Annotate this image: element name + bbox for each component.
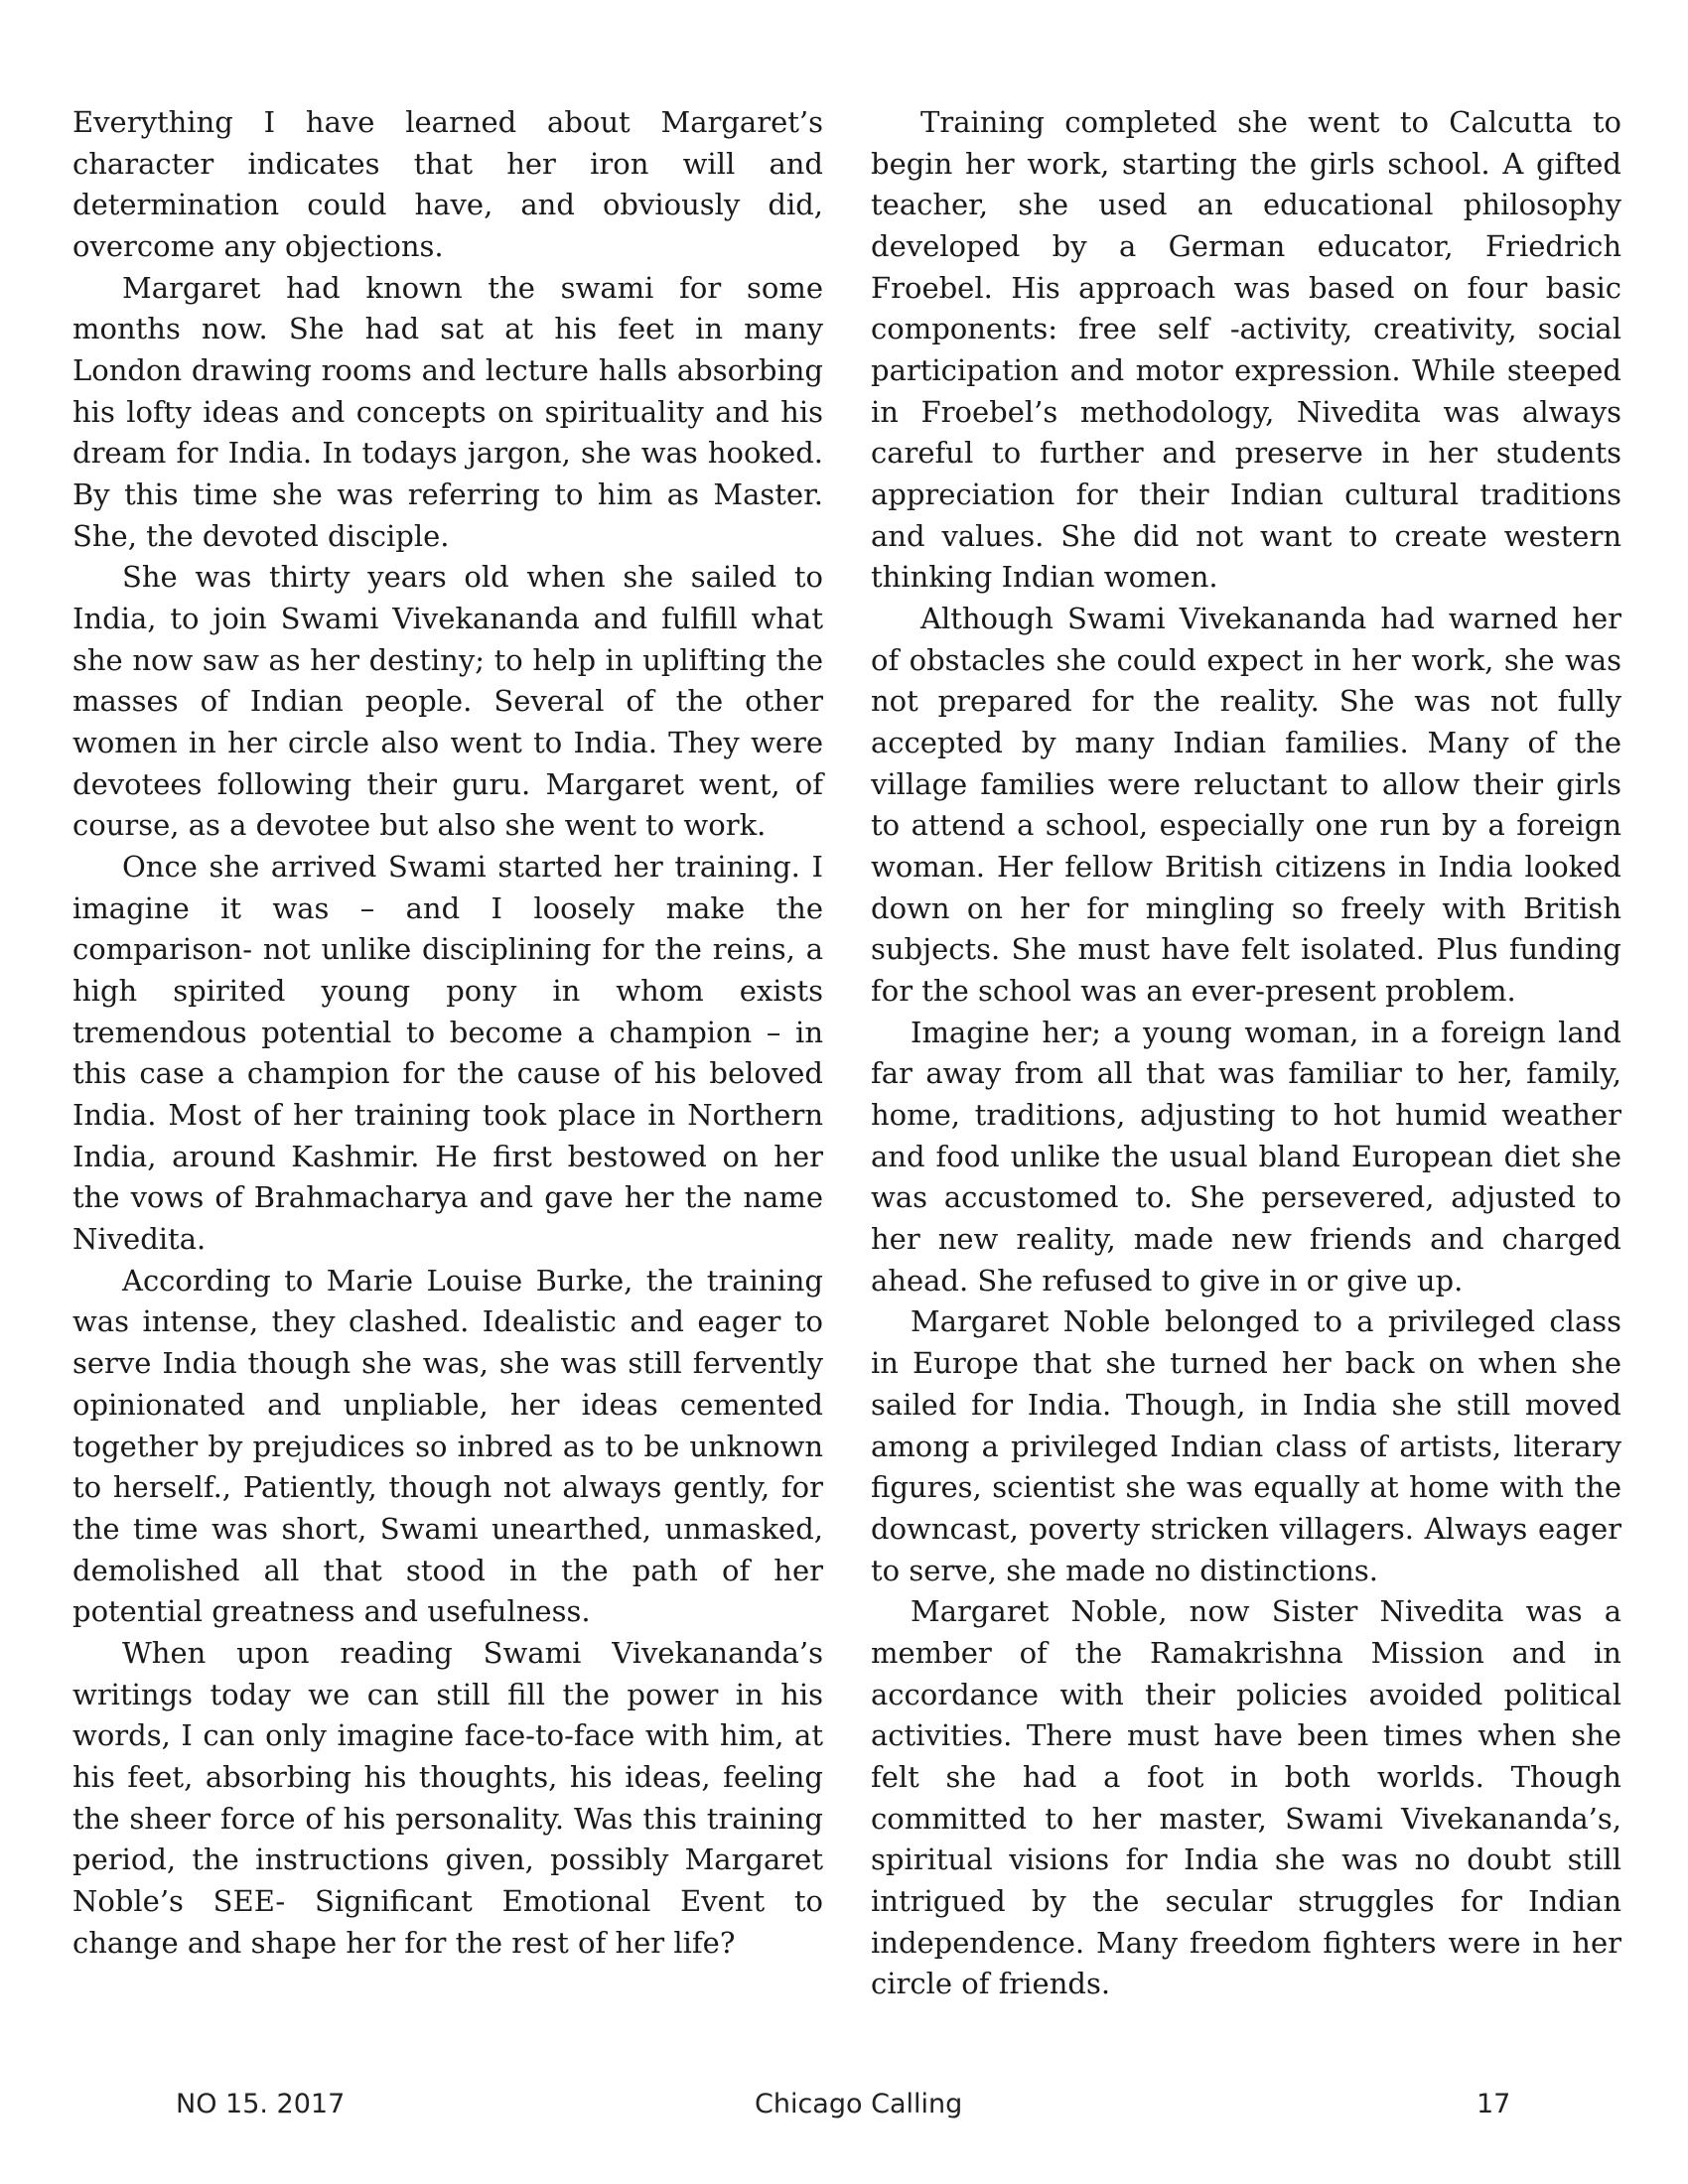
paragraph: Margaret Noble belonged to a privileged class in Europe that she turned her back on when she sailed for India. Though, in India she still moved among a privileged Indian class of artists, literary figures, scientist she was equally at home with the downcast, poverty stricken villagers. Always eager to serve, she made no distinctions. [871,1304,1621,1587]
right-column [871,102,1621,2005]
left-column [72,102,823,1964]
paragraph: According to Marie Louise Burke, the training was intense, they clashed. Idealistic and eager to serve India though she was, she was still fervently opinionated and unpliable, her ideas cemented together by prejudices so inbred as to be unknown to herself., Patiently, though not always gently, for the time was short, Swami unearthed, unmasked, demolished all that stood in the path of her potential greatness and usefulness. [72,1263,823,1629]
paragraph: When upon reading Swami Vivekananda’s writings today we can still fill the power in his words, I can only imagine face-to-face with him, at his feet, absorbing his thoughts, his ideas, feeling the sheer force of his personality. Was this training period, the instructions given, possibly Margaret Noble’s SEE- Significant Emotional Event to change and shape her for the rest of her life? [72,1635,823,1960]
footer-publication: Chicago Calling [755,2089,963,2119]
paragraph: Margaret Noble, now Sister Nivedita was a member of the Ramakrishna Mission and in accordance with their policies avoided political activities. There must have been times when she felt she had a foot in both worlds. Though committed to her master, Swami Vivekananda’s, spiritual visions for India she was no doubt still intrigued by the secular struggles for Indian independence. Many freedom fighters were in her circle of friends. [871,1594,1621,2001]
paragraph: Although Swami Vivekananda had warned her of obstacles she could expect in her work, she was not prepared for the reality. She was not fully accepted by many Indian families. Many of the village families were reluctant to allow their girls to attend a school, especially one run by a foreign woman. Her fellow British citizens in India looked down on her for mingling so freely with British subjects. She must have felt isolated. Plus funding for the school was an ever-present problem. [871,602,1621,1009]
paragraph: Training completed she went to Calcutta to begin her work, starting the girls school. A gifted teacher, she used an educational philosophy developed by a German educator, Friedrich Froebel. His approach was based on four basic components: free self -activity, creativity, social participation and motor expression. While steeped in Froebel’s methodology, Nivedita was always careful to further and preserve in her students appreciation for their Indian cultural traditions and values. She did not want to create western thinking Indian women. [871,105,1621,595]
paragraph: Imagine her; a young woman, in a foreign land far away from all that was familiar to her, family, home, traditions, adjusting to hot humid weather and food unlike the usual bland European diet she was accustomed to. She persevered, adjusted to her new reality, made new friends and charged ahead. She refused to give in or give up. [871,1015,1621,1297]
paragraph: Everything I have learned about Margaret’s character indicates that her iron will and determination could have, and obviously did, overcome any objections. [72,105,823,264]
page-number: 17 [1477,2089,1511,2119]
paragraph: Once she arrived Swami started her training. I imagine it was – and I loosely make the comparison- not unlike disciplining for the reins, a high spirited young pony in whom exists tremendous potential to become a champion – in this case a champion for the cause of his beloved India. Most of her training took place in Northern India, around Kashmir. He first bestowed on her the vows of Brahmacharya and gave her the name Nivedita. [72,850,823,1257]
paragraph: Margaret had known the swami for some months now. She had sat at his feet in many London drawing rooms and lecture halls absorbing his lofty ideas and concepts on spirituality and his dream for India. In todays jargon, she was hooked. By this time she was referring to him as Master. She, the devoted disciple. [72,270,823,553]
footer-issue: NO 15. 2017 [176,2089,346,2119]
paragraph: She was thirty years old when she sailed to India, to join Swami Vivekananda and fulfill what she now saw as her destiny; to help in uplifting the masses of Indian people. Several of the other women in her circle also went to India. They were devotees following their guru. Margaret went, of course, as a devotee but also she went to work. [72,560,823,843]
